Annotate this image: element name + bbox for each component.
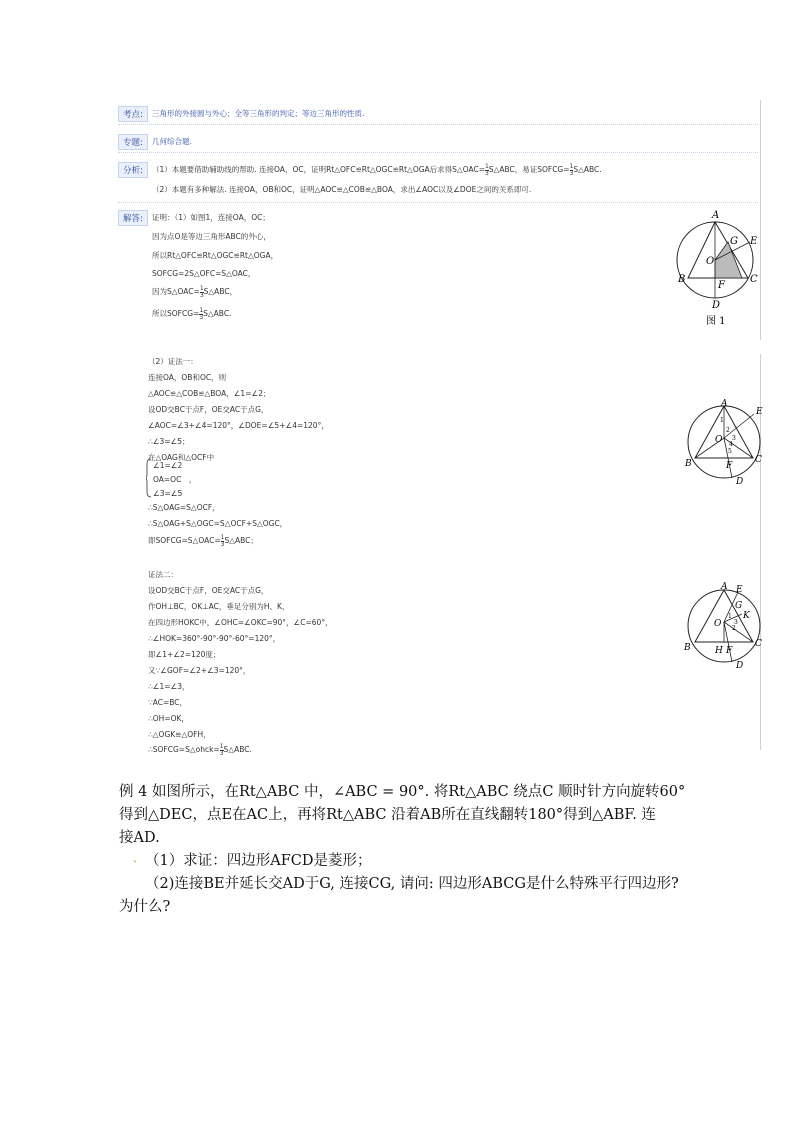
fraction: $\frac{1}{3}$ [199,284,204,299]
method1-line: △AOC≌△COB≌△BOA，∠1=∠2； [148,389,271,398]
figure-1 [670,206,762,334]
example4-question-2: （2)连接BE并延长交AD于G, 连接CG, 请问: 四边形ABCG是什么特殊平行四边形? [145,876,679,892]
fraction: $\frac{1}{3}$ [569,162,574,177]
label-3: 3 [734,619,738,626]
method2-line: 在四边形HOKC中，∠OHC=∠OKC=90°，∠C=60°， [148,618,333,627]
label-F: F [726,461,733,471]
label-A: A [721,582,728,592]
zhuanti-label: 专题: [118,134,148,150]
example4-line-2: 得到△DEC，点E在AC上，再将Rt△ABC 沿着AB所在直线翻转180°得到△ABF. 连 [119,807,656,823]
label-A: A [721,399,728,409]
label-B: B [685,459,692,469]
label-O: O [715,435,723,445]
example4-line-3: 接AD. [119,830,160,846]
fraction: $\frac{1}{3}$ [219,742,224,757]
method2-line: 证法二： [148,570,178,579]
method1-line: 设OD交BC于点F，OE交AC于点G， [148,405,269,414]
label-C: C [755,639,762,649]
method2-line: 即∠1+∠2=120度； [148,650,221,659]
method2-line: ∴△OGK≌△OFH， [148,730,211,739]
zhuanti-row [118,128,758,153]
method1-line: （2）证法一： [148,357,198,366]
fenxi-1a: （1）本题要借助辅助线的帮助. 连接OA，OC，证明Rt△OFC≌Rt△OGC≌Rt△OGA后求得S△OAC= [152,165,485,174]
figure-2 [680,398,772,490]
figure-3 [680,580,772,672]
jieda-line: 因为S△OAC= $\frac{1}{3}$ S△ABC， [152,284,238,299]
label-E: E [750,236,758,247]
label-E: E [736,585,743,595]
fenxi-line-2: （2）本题有多种解法. 连接OA，OB和OC，证明△AOC≌△COB≌△BOA，求出∠AOC以及∠DOE之间的关系即可. [152,185,532,194]
jieda-label: 解答: [118,210,148,226]
label-G: G [735,601,743,611]
method1-line: 在△OAG和△OCF中 [148,453,215,462]
method2-line: ∴SOFCG=S△ohck= $\frac{1}{3}$ S△ABC. [148,742,252,757]
system-line: OA=OC ， [153,475,197,484]
label-C: C [750,274,758,285]
fenxi-label: 分析: [118,162,148,178]
label-A: A [712,210,720,221]
label-D: D [712,300,721,311]
kaodian-label: 考点: [118,106,148,122]
fenxi-line-1 [152,162,602,178]
example4-question-1: （1）求证：四边形AFCD是菱形； [145,853,372,869]
label-G: G [730,236,738,247]
system-line: ∠1=∠2 [153,461,183,470]
example4-line-1: 例 4 如图所示，在Rt△ABC 中，∠ABC = 90°. 将Rt△ABC 绕点C 顺时针方向旋转60° [119,784,686,800]
method2-line: 又∵∠GOF=∠2+∠3=120°， [148,666,251,675]
label-D: D [736,661,744,671]
label-5: 5 [728,448,732,455]
jieda-line: 所以Rt△OFC≌Rt△OGC≌Rt△OGA， [152,251,279,260]
method2-line: ∴∠1=∠3， [148,682,190,691]
label-O: O [714,619,722,629]
fraction: $\frac{1}{3}$ [199,306,204,321]
zhuanti-text: 几何综合题. [152,137,192,146]
brace [146,458,152,498]
jieda-line: 所以SOFCG= $\frac{1}{3}$ S△ABC. [152,306,232,321]
system-line: ∠3=∠5 [153,489,183,498]
method1-line: 连接OA，OB和OC，则 [148,373,227,382]
label-B: B [678,274,686,285]
label-B: B [684,643,691,653]
label-K: K [743,611,750,621]
label-4: 4 [729,441,733,448]
method1-line: ∴∠3=∠5； [148,437,190,446]
bullet-marker: 、 [133,854,143,865]
kaodian-text: 三角形的外接圆与外心；全等三角形的判定；等边三角形的性质. [152,109,365,118]
fenxi-1c: S△ABC. [573,165,602,174]
method2-line: ∴OH=OK， [148,714,189,723]
label-E: E [756,407,763,417]
label-2: 2 [726,427,730,434]
method1-line: ∴S△OAG+S△OGC=S△OCF+S△OGC， [148,519,288,528]
fraction: $\frac{1}{3}$ [220,533,225,548]
example4-question-3: 为什么? [119,899,171,915]
fraction: $\frac{1}{3}$ [484,162,489,177]
method2-line: ∴∠HOK=360°-90°-90°-60°=120°， [148,634,281,643]
method1-line: ∴S△OAG=S△OCF， [148,503,220,512]
label-1: 1 [720,417,724,424]
label-C: C [755,455,762,465]
label-D: D [736,477,744,487]
fenxi-1b: S△ABC，易证SOFCG= [488,165,570,174]
method2-line: 作OH⊥BC，OK⊥AC，垂足分别为H、K， [148,602,290,611]
method2-line: 设OD交BC于点F，OE交AC于点G， [148,586,269,595]
jieda-line: 因为点O是等边三角形ABC的外心， [152,232,271,241]
method1-line: 即SOFCG=S△OAC= $\frac{1}{3}$ S△ABC； [148,533,258,548]
label-O: O [706,256,715,267]
label-1: 1 [728,613,732,620]
jieda-line: 证明：（1）如图1，连接OA，OC； [152,213,270,222]
jieda-line: SOFCG=2S△OFC=S△OAC， [152,269,256,278]
figure-caption: 图 1 [706,316,726,327]
label-2: 2 [732,625,736,632]
label-3: 3 [732,435,736,442]
label-F: F [726,646,733,656]
method1-line: ∠AOC=∠3+∠4=120°，∠DOE=∠5+∠4=120°， [148,421,329,430]
label-F: F [718,280,725,291]
label-H: H [715,646,723,656]
method2-line: ∵AC=BC， [148,698,188,707]
